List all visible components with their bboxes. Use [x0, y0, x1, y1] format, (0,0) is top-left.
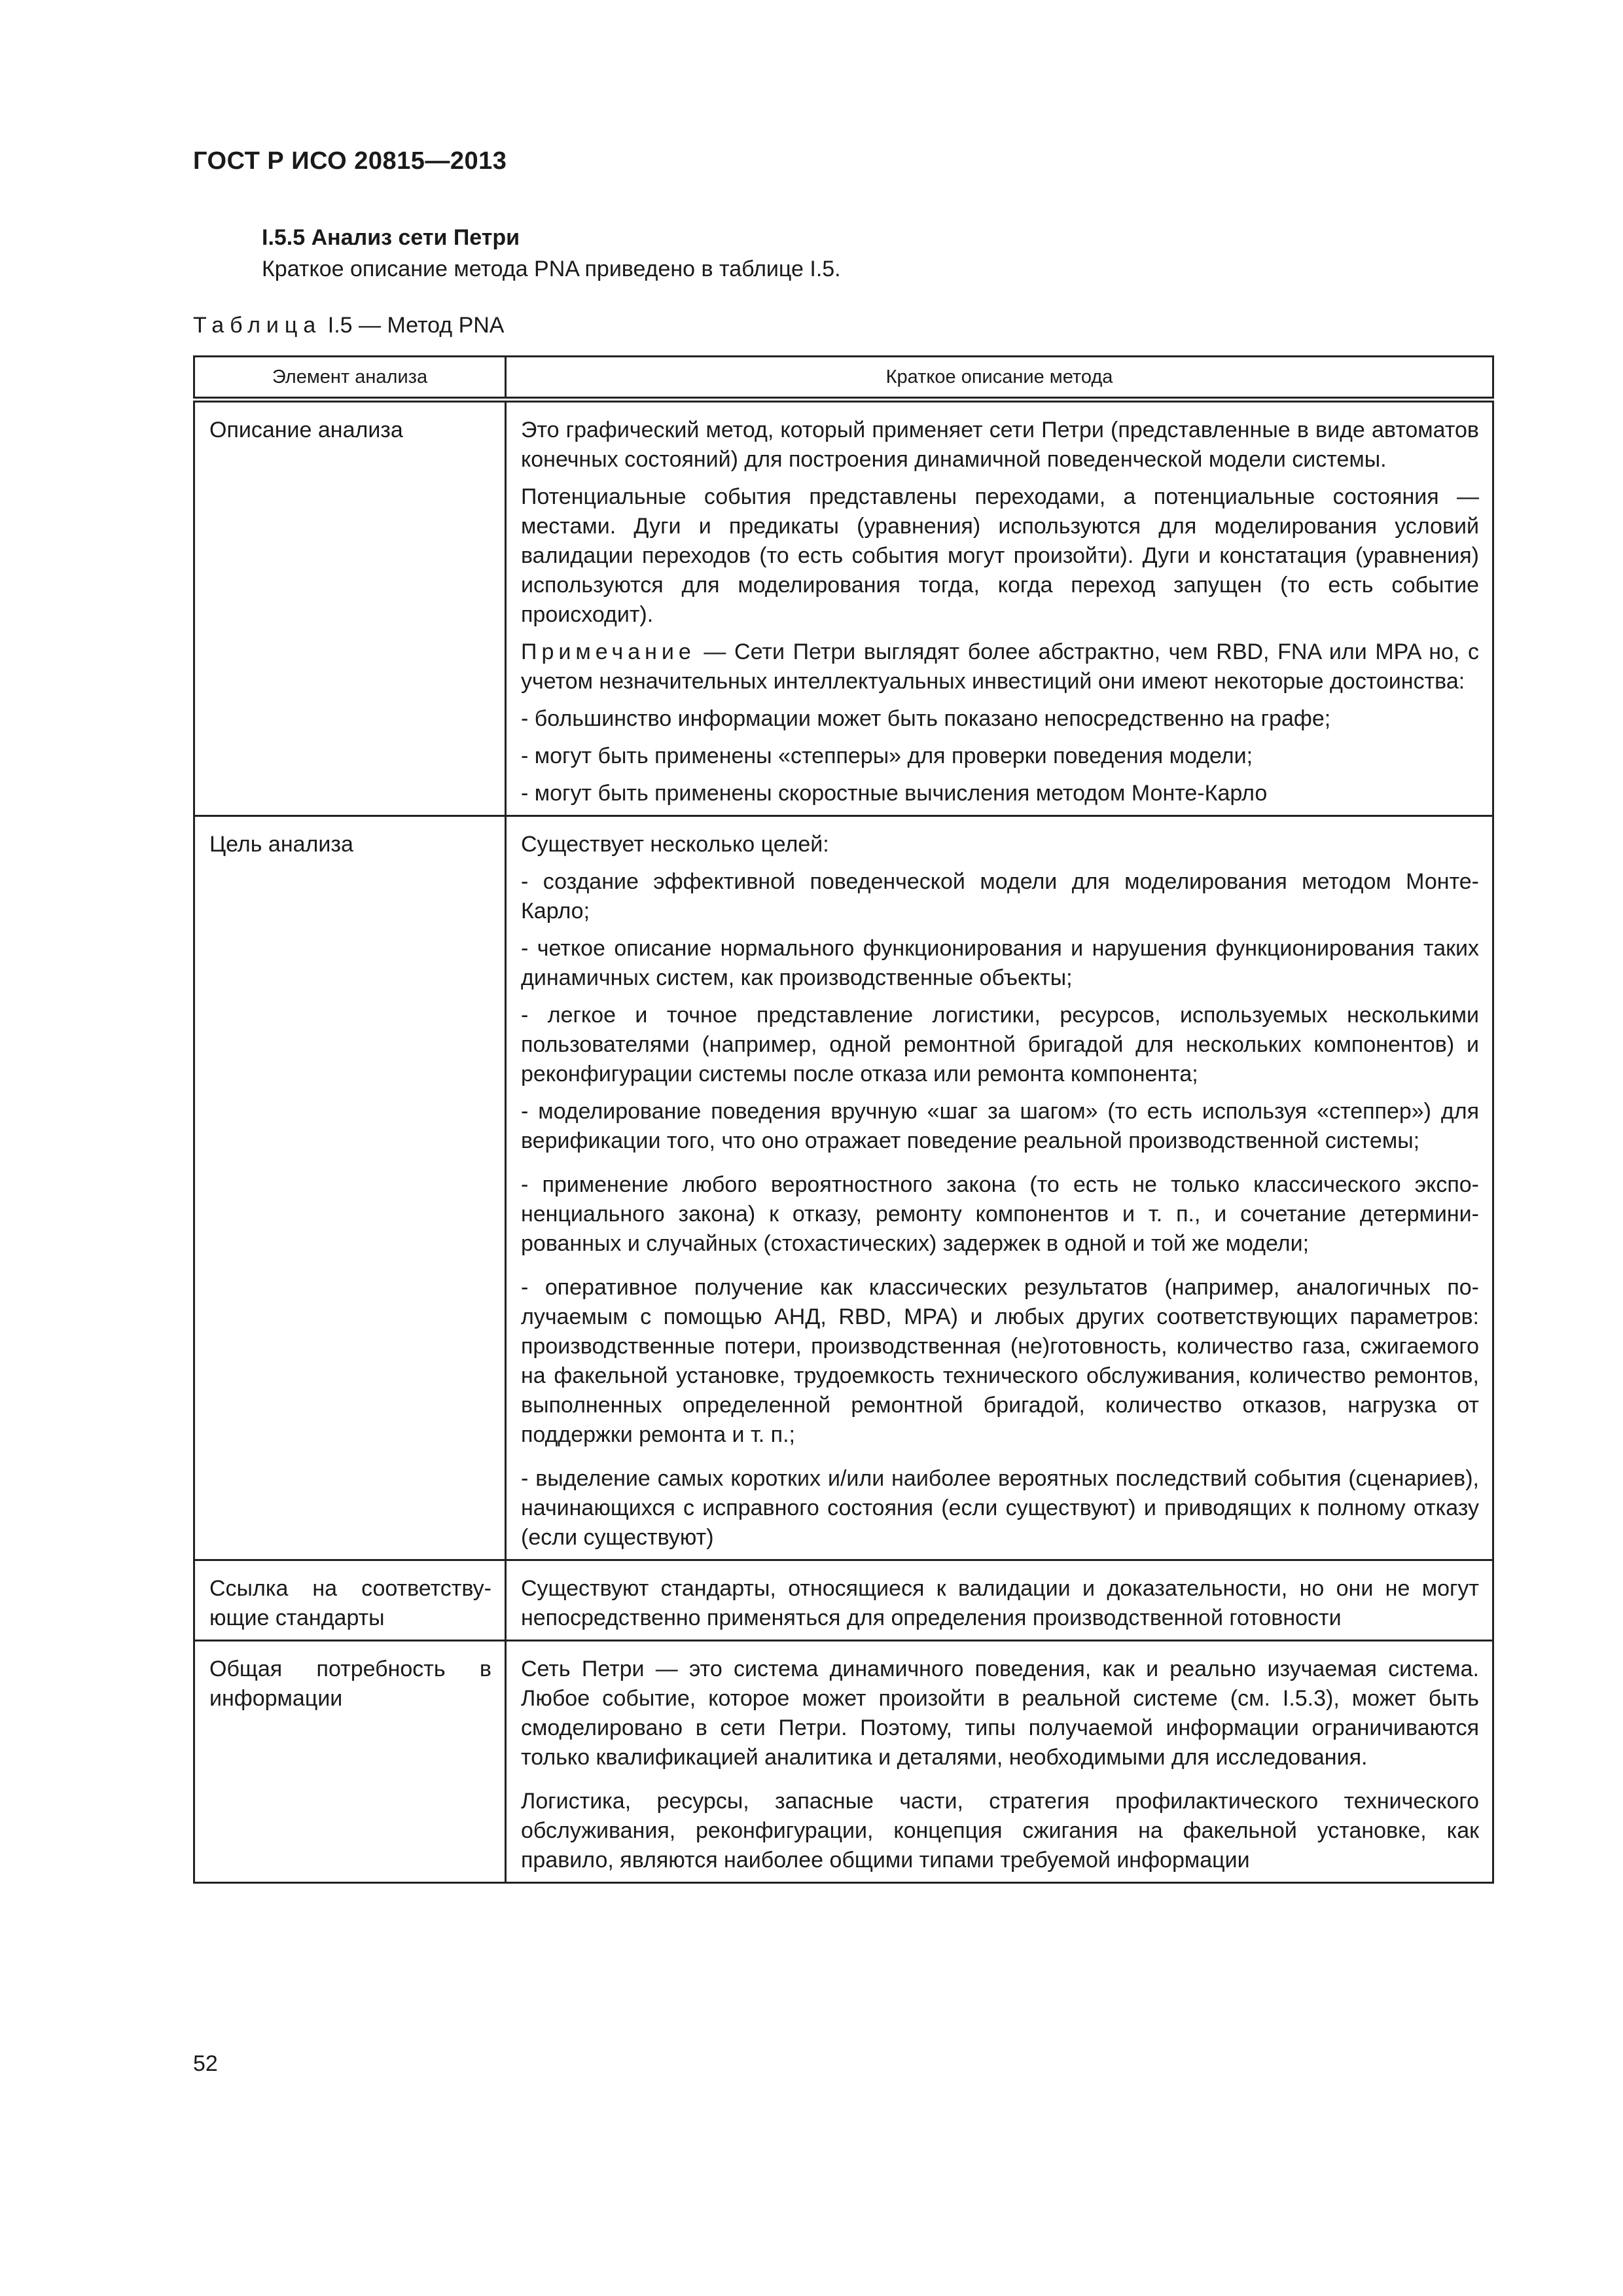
list-item: - большинство информации может быть показано непосредственно на графе; [521, 706, 1331, 731]
table-caption [193, 313, 504, 338]
paragraph: Логистика, ресурсы, запасные части, стратегия профилактического технического обслуживания, реконфигурации, концепция сжигания на факельной установке, как правило, являются наиболее общими типами требуемой информации [521, 1789, 1479, 1873]
list-item: - легкое и точное представление логистики, ресурсов, используемых несколькими пользователями (например, одной ремонтной бригадой для нескольких компонентов) и реконфигурации системы после отказа или ремонта компонента; [521, 1003, 1479, 1086]
row-description [506, 1641, 1493, 1883]
page-number: 52 [193, 2051, 218, 2076]
note-text: — Сети Петри выглядят более абстрактно, чем RBD, FNA или MPA но, с учетом незначительных интеллектуальных инвестиций они имеют некоторые достоинства: [521, 639, 1479, 694]
table-caption-label: Таблица [193, 313, 322, 338]
row-label: Ссылка на соответствующие стандарты [194, 1560, 506, 1641]
list-item: - могут быть применены скоростные вычисления методом Монте-Карло [521, 781, 1268, 806]
row-label: Общая потребность в информации [194, 1641, 506, 1883]
list-item: - моделирование поведения вручную «шаг за шагом» (то есть используя «степпер») для верификации того, что оно отражает поведение реальной производственной системы; [521, 1099, 1479, 1153]
paragraph: Потенциальные события представлены переходами, а потенциальные состояния — местами. Дуги и предикаты (уравнения) используются для моделирования условий валидации переходов (то есть события могут произойти). Дуги и констатация (уравнения) используются для моделирования тогда, когда переход запущен (то есть событие происходит). [521, 484, 1479, 627]
list-item: - оперативное получение как классических результатов (например, аналогичных получаемым с помощью АНД, RBD, МРА) и любых других соответствующих параметров: производственные потери, производственная (не)готовность, количество газа, сжигаемого на факельной установке, трудоемкость технического обслуживания, количество ремонтов, выполненных определенной ремонтной бригадой, количество отказов, нагрузка от поддержки ремонта и т. п.; [521, 1275, 1479, 1447]
row-label: Описание анализа [194, 400, 506, 816]
row-description [506, 816, 1493, 1560]
table-row [194, 1641, 1493, 1883]
list-item: - создание эффективной поведенческой модели для моделирования методом Монте-Карло; [521, 869, 1479, 924]
paragraph: Сеть Петри — это система динамичного поведения, как и реально изучаемая система. Любое событие, которое может произойти в реальной системе (см. I.5.3), может быть смоделировано в сети Петри. Поэтому, типы получаемой информации ограничиваются только квалификацией аналитика и деталями, необходимыми для исследования. [521, 1657, 1479, 1770]
row-description [506, 1560, 1493, 1641]
list-item: - четкое описание нормального функционирования и нарушения функционирования таких динамичных систем, как производственные объекты; [521, 936, 1479, 990]
list-item: - применение любого вероятностного закона (то есть не только классического экспоненциального закона) к отказу, ремонту компонентов и т. п., и сочетание детерминированных и случайных (стохастических) задержек в одной и той же модели; [521, 1172, 1479, 1256]
table-header-row [194, 357, 1493, 400]
header-element: Элемент анализа [194, 357, 506, 400]
document-id: ГОСТ Р ИСО 20815—2013 [193, 147, 507, 175]
table-row [194, 816, 1493, 1560]
paragraph: Существует несколько целей: [521, 832, 829, 857]
section-title: I.5.5 Анализ сети Петри [262, 225, 520, 250]
table-row [194, 1560, 1493, 1641]
note-label: Примечание [521, 639, 696, 664]
section-intro: Краткое описание метода PNA приведено в таблице I.5. [262, 257, 841, 281]
table-caption-title: I.5 — Метод PNA [321, 313, 505, 338]
paragraph: Это графический метод, который применяет сети Петри (представленные в виде автоматов конечных состояний) для построения динамичной поведенческой модели системы. [521, 418, 1479, 472]
list-item: - могут быть применены «степперы» для проверки поведения модели; [521, 744, 1253, 768]
note [521, 637, 1479, 696]
row-label: Цель анализа [194, 816, 506, 1560]
paragraph: Существуют стандарты, относящиеся к валидации и доказательности, но они не могут непосредственно применяться для определения производственной готовности [521, 1576, 1479, 1630]
header-description: Краткое описание метода [506, 357, 1493, 400]
table-row [194, 400, 1493, 816]
list-item: - выделение самых коротких и/или наиболее вероятных последствий события (сценариев), начинающихся с исправного состояния (если существуют) и приводящих к полному отказу (если существуют) [521, 1466, 1479, 1550]
row-description [506, 400, 1493, 816]
method-table [193, 355, 1494, 1884]
